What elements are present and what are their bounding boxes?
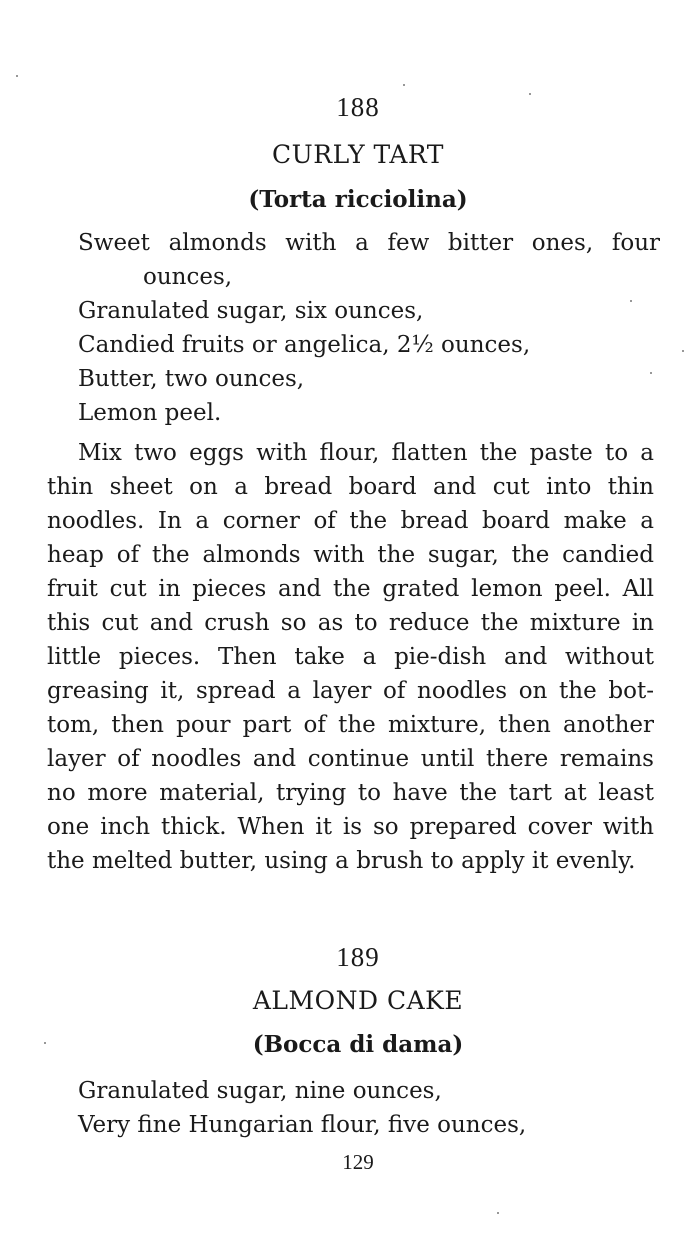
ingredient-list bbox=[78, 1074, 660, 1142]
ingredient-item: Lemon peel. bbox=[78, 400, 222, 426]
ingredient-item: Butter, two ounces, bbox=[78, 366, 305, 392]
recipe-title: CURLY TART bbox=[272, 140, 444, 169]
scan-speck bbox=[16, 75, 18, 77]
ingredient-item: Granulated sugar, six ounces, bbox=[78, 298, 424, 324]
recipe-number: 188 bbox=[336, 92, 380, 122]
scan-speck bbox=[403, 84, 405, 86]
ingredient-item: Candied fruits or angelica, 2½ ounces, bbox=[78, 332, 531, 358]
recipe-title: ALMOND CAKE bbox=[252, 986, 464, 1015]
scan-speck bbox=[682, 350, 684, 352]
scan-speck bbox=[44, 1042, 46, 1044]
scan-speck bbox=[650, 372, 652, 374]
recipe-method: Mix two eggs with flour, flatten the paste to a thin sheet on a bread board and cut into thin noodles. In a corner of the bread board make a heap of the almonds with the sugar, the candied fruit cut in pieces and the grated lemon peel. All this cut and crush so as to reduce the mixture in little pieces. Then take a pie-dish and without greasing it, spread a layer of noodles on the bottom, then pour part of the mixture, then another layer of noodles and continue until there remains no more material, trying to have the tart at least one inch thick. When it is so prepared cover with the melted butter, using a brush to apply it evenly. bbox=[47, 440, 654, 874]
recipe-subtitle: (Bocca di dama) bbox=[252, 1031, 464, 1058]
scan-speck bbox=[630, 300, 632, 302]
ingredient-list bbox=[78, 226, 660, 430]
page-number: 129 bbox=[342, 1150, 374, 1174]
ingredient-item: Very fine Hungarian flour, five ounces, bbox=[78, 1112, 527, 1138]
ingredient-item: Granulated sugar, nine ounces, bbox=[78, 1078, 442, 1104]
ingredient-item: Sweet almonds with a few bitter ones, four ounces, bbox=[78, 230, 660, 290]
scan-speck bbox=[529, 93, 531, 95]
scan-speck bbox=[497, 1212, 499, 1214]
recipe-subtitle: (Torta ricciolina) bbox=[248, 186, 468, 213]
recipe-number: 189 bbox=[336, 942, 380, 972]
